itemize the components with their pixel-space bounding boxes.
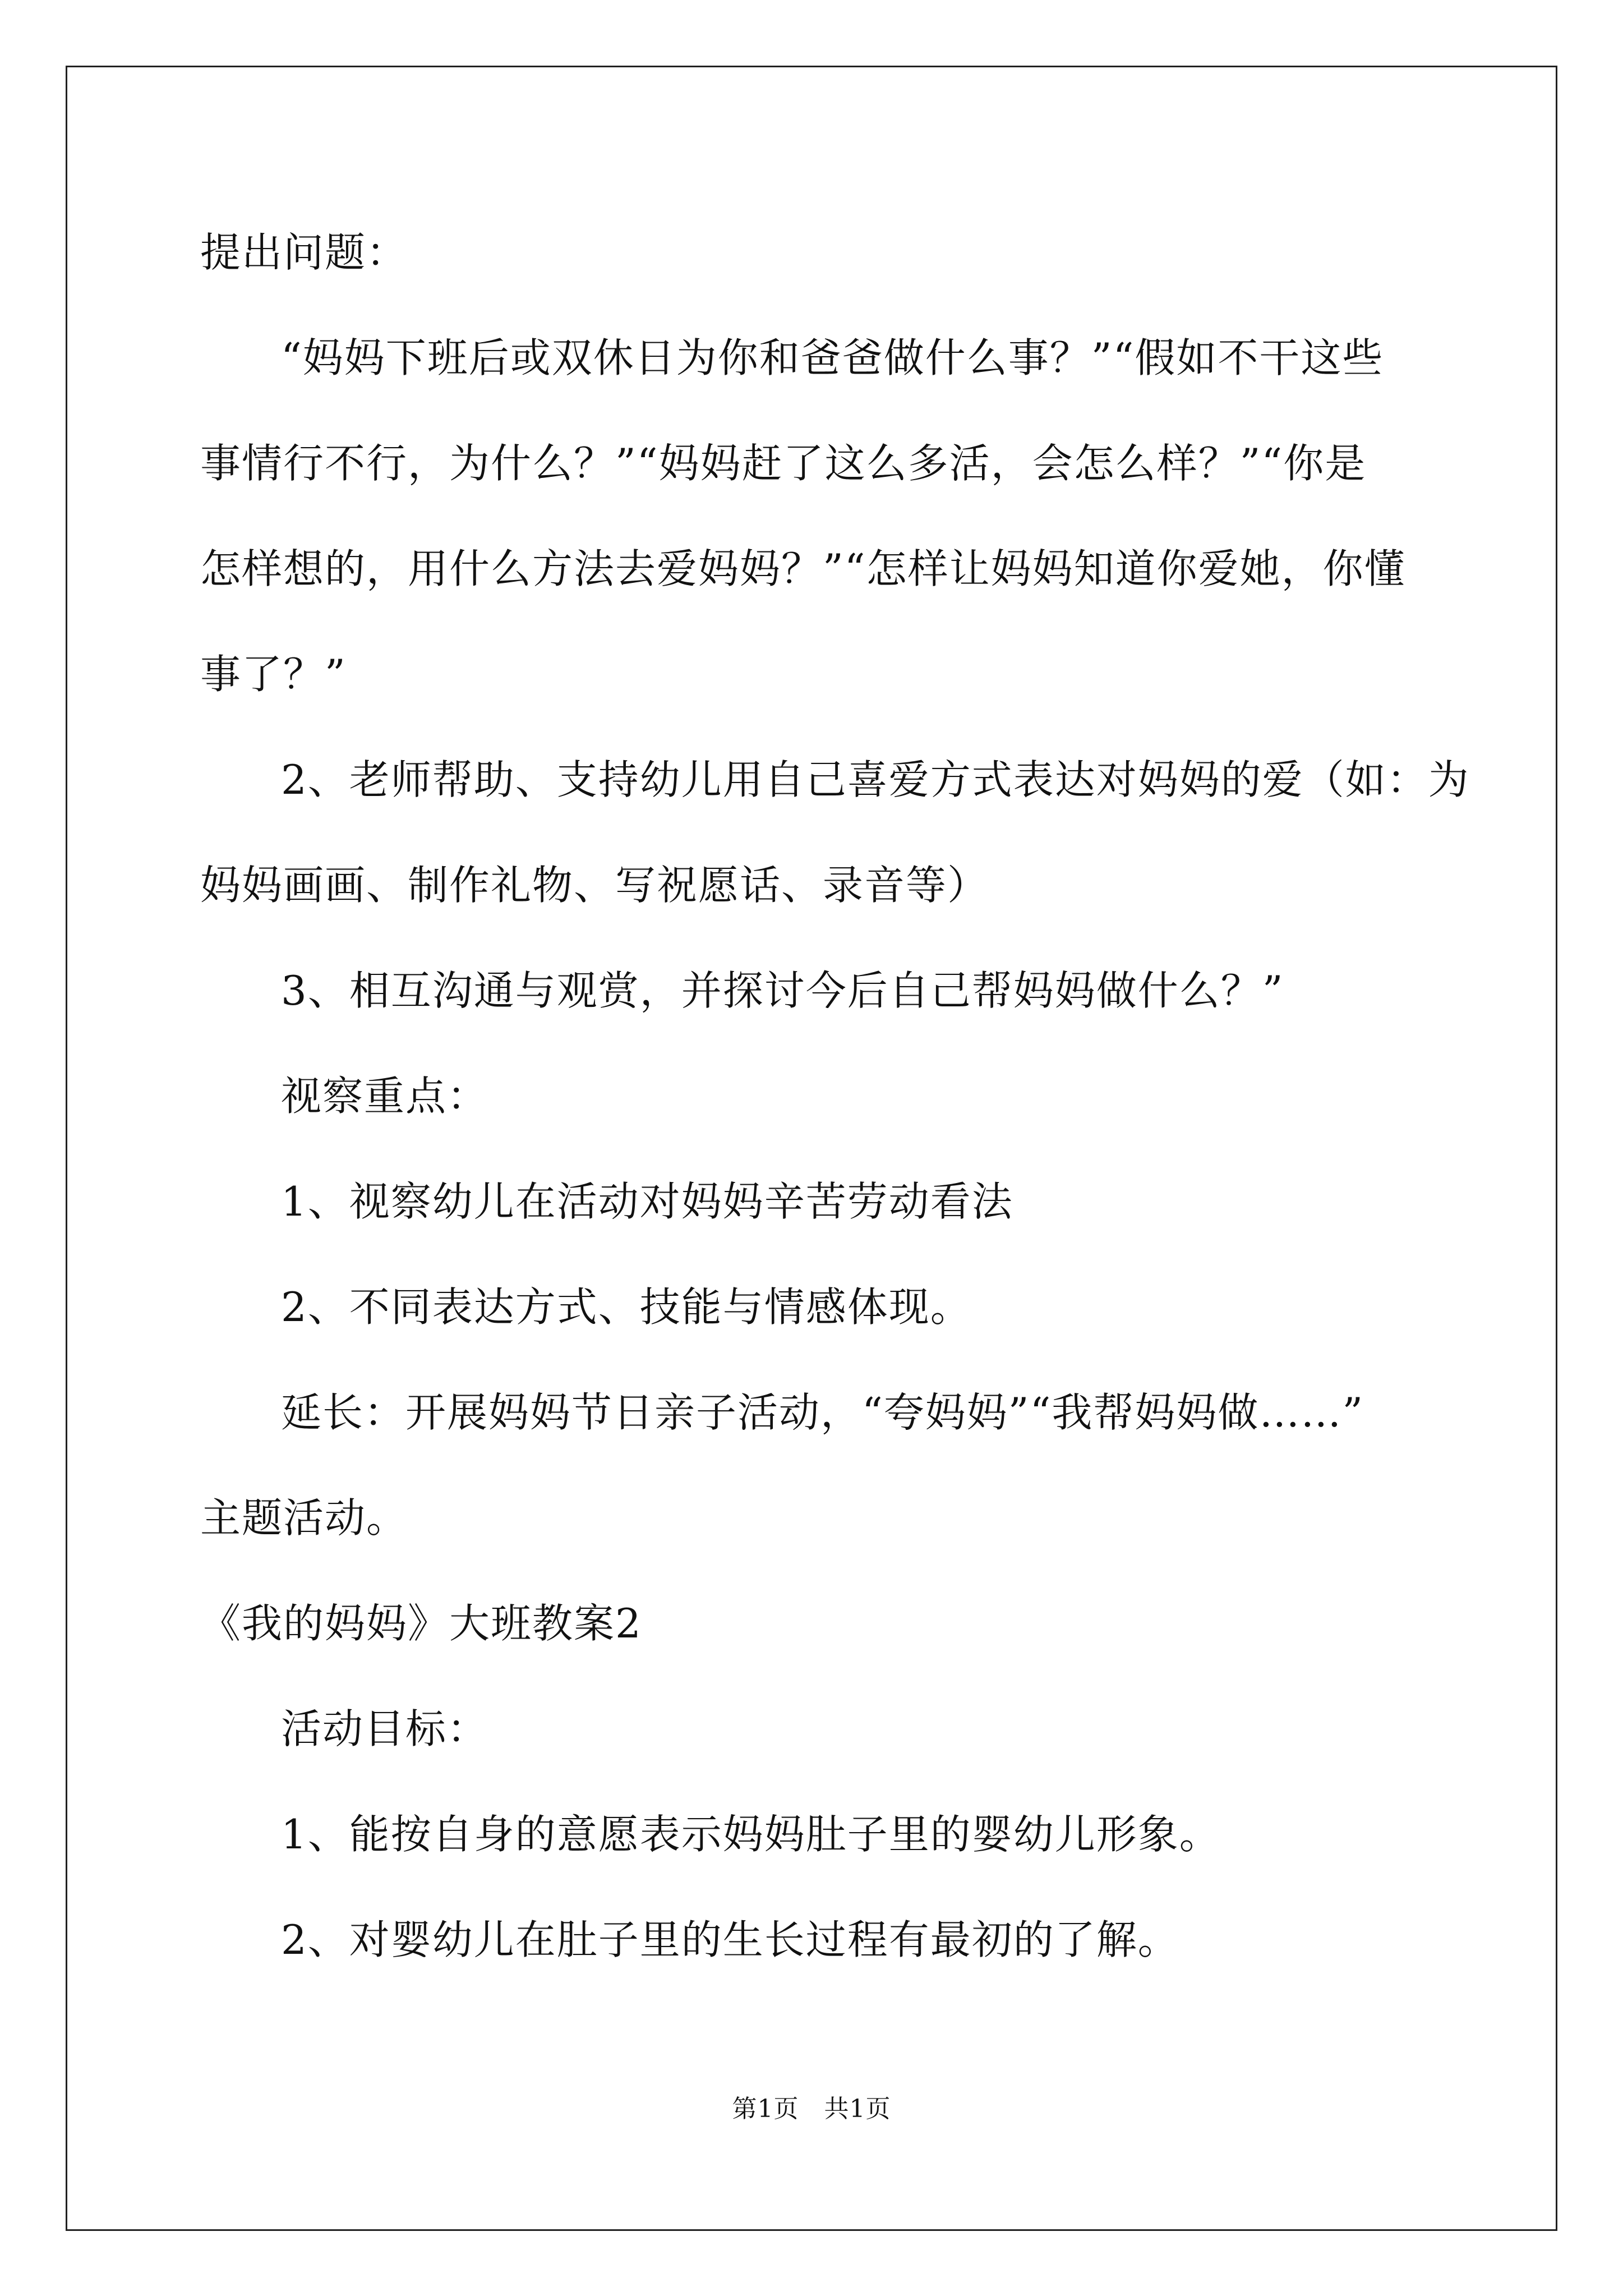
page-footer: 第1页 共1页 (732, 2095, 891, 2123)
list-item: 1、视察幼儿在活动对妈妈辛苦劳动看法 (281, 1178, 1013, 1225)
paragraph-line: 怎样想的，用什么方法去爱妈妈？”“怎样让妈妈知道你爱她，你懂 (200, 545, 1406, 592)
paragraph-line: 事情行不行，为什么？”“妈妈赶了这么多活，会怎么样？”“你是 (200, 440, 1367, 487)
paragraph-line: 3、相互沟通与观赏，并探讨今后自己帮妈妈做什么？” (281, 967, 1284, 1014)
page-border (66, 66, 1557, 2231)
section-heading-observation: 视察重点： (281, 1073, 489, 1120)
list-item: 1、能按自身的意愿表示妈妈肚子里的婴幼儿形象。 (281, 1811, 1221, 1858)
paragraph-line: 2、老师帮助、支持幼儿用自己喜爱方式表达对妈妈的爱（如：为 (281, 756, 1470, 803)
paragraph-line: 妈妈画画、制作礼物、写祝愿话、录音等） (200, 862, 989, 909)
list-item: 2、对婴幼儿在肚子里的生长过程有最初的了解。 (281, 1916, 1179, 1963)
section-heading-questions: 提出问题： (200, 229, 408, 276)
paragraph-line: “妈妈下班后或双休日为你和爸爸做什么事？”“假如不干这些 (281, 334, 1384, 381)
paragraph-line: 延长：开展妈妈节日亲子活动，“夸妈妈”“我帮妈妈做……” (281, 1389, 1364, 1436)
list-item: 2、不同表达方式、技能与情感体现。 (281, 1283, 972, 1331)
section-heading-goals: 活动目标： (281, 1705, 489, 1752)
document-subtitle: 《我的妈妈》大班教案2 (200, 1600, 642, 1647)
paragraph-line: 事了？” (200, 651, 347, 698)
paragraph-line: 主题活动。 (200, 1494, 408, 1542)
